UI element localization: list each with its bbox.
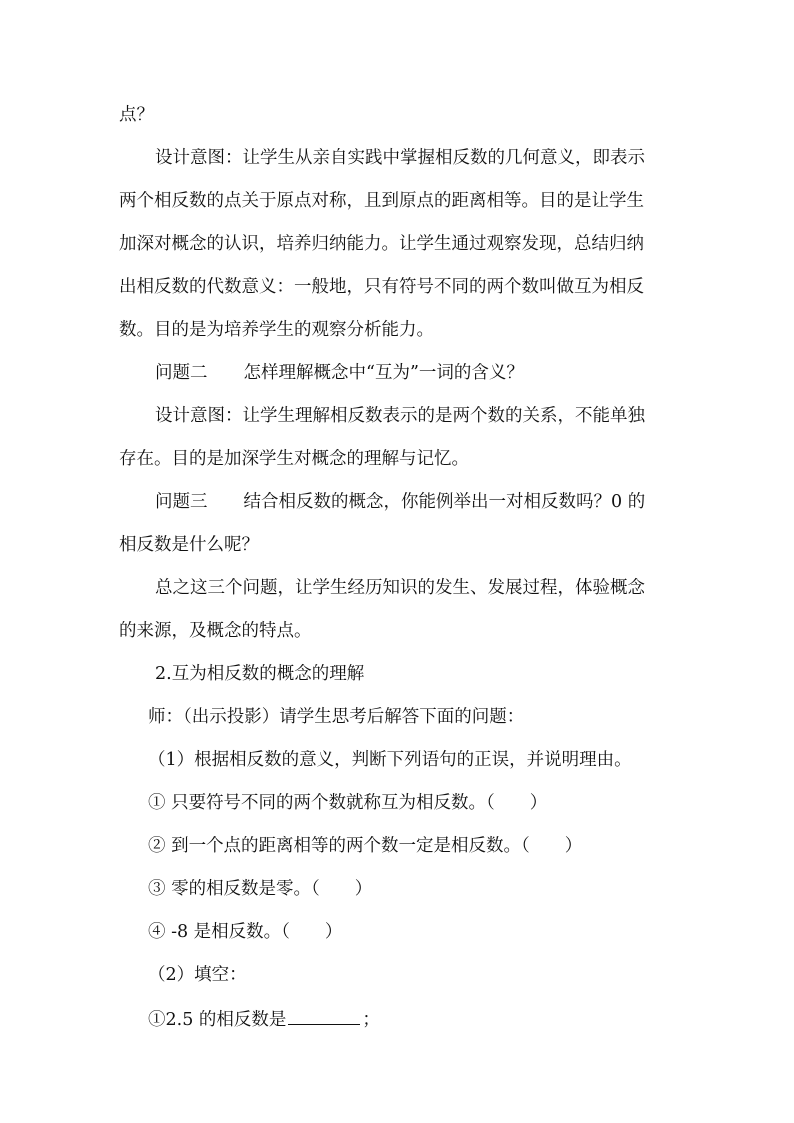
text-line: 师：（出示投影）请学生思考后解答下面的问题：	[148, 707, 525, 727]
fill-blank-item	[148, 1006, 380, 1032]
text-line: 相反数是什么呢？	[119, 535, 259, 555]
text-line: 数。目的是为培养学生的观察分析能力。	[119, 320, 434, 340]
question-three	[155, 490, 645, 514]
text-line: （1）根据相反数的意义，判断下列语句的正误，并说明理由。	[148, 750, 632, 770]
text-line: 两个相反数的点关于原点对称，且到原点的距离相等。目的是让学生	[119, 191, 644, 211]
question-label: 问题二	[155, 363, 208, 383]
text-line: 总之这三个问题，让学生经历知识的发生、发展过程，体验概念	[155, 578, 645, 598]
question-text: 怎样理解概念中“互为”一词的含义？	[243, 363, 524, 383]
fill-blank-suffix: ；	[362, 1010, 380, 1030]
text-line: （2）填空：	[148, 965, 247, 985]
judgment-item: ① 只要符号不同的两个数就称互为相反数。（ ）	[148, 793, 548, 813]
text-line: 存在。目的是加深学生对概念的理解与记忆。	[119, 449, 469, 469]
section-heading: 2.互为相反数的概念的理解	[155, 664, 365, 684]
judgment-item: ④ -8 是相反数。（ ）	[148, 922, 343, 942]
text-line: 出相反数的代数意义：一般地，只有符号不同的两个数叫做互为相反	[119, 277, 644, 297]
question-two	[155, 361, 524, 385]
fill-blank-prefix: ①2.5 的相反数是	[148, 1010, 287, 1030]
judgment-item: ② 到一个点的距离相等的两个数一定是相反数。（ ）	[148, 836, 583, 856]
question-label: 问题三	[155, 492, 208, 512]
text-line: 加深对概念的认识，培养归纳能力。让学生通过观察发现，总结归纳	[119, 234, 644, 254]
question-text: 结合相反数的概念，你能例举出一对相反数吗？0 的	[243, 492, 646, 512]
judgment-item: ③ 零的相反数是零。（ ）	[148, 879, 373, 899]
text-line: 点？	[119, 105, 154, 125]
answer-blank	[288, 1006, 360, 1025]
text-line: 设计意图：让学生从亲自实践中掌握相反数的几何意义，即表示	[155, 148, 645, 168]
text-line: 设计意图：让学生理解相反数表示的是两个数的关系，不能单独	[155, 406, 645, 426]
text-line: 的来源，及概念的特点。	[119, 621, 312, 641]
